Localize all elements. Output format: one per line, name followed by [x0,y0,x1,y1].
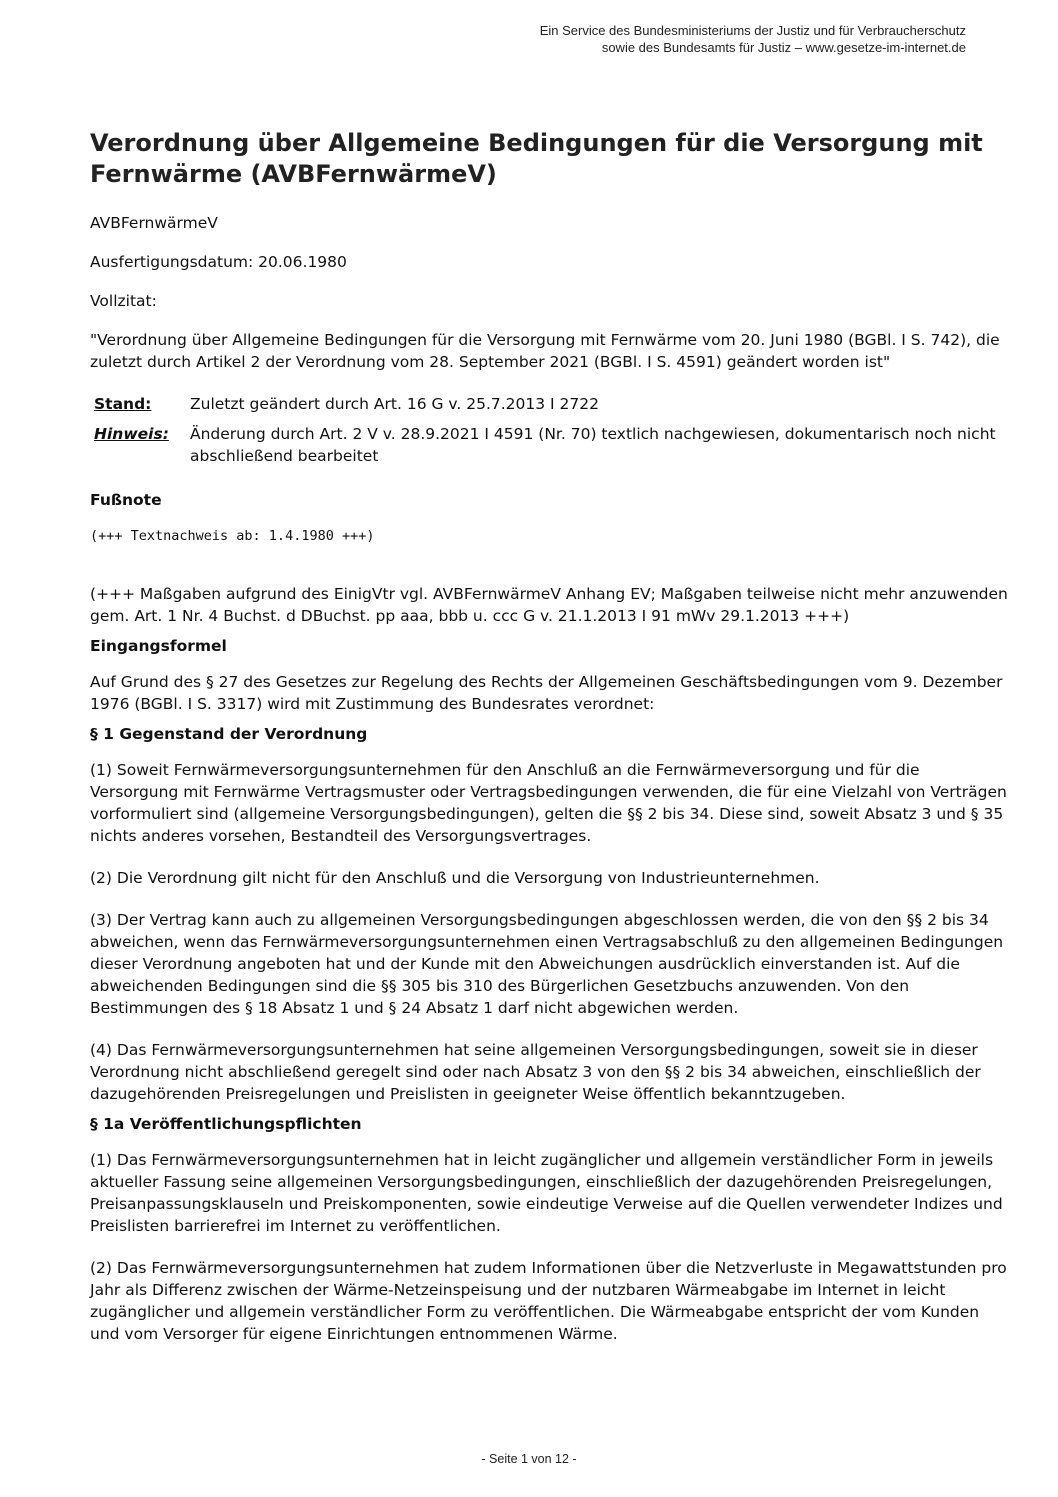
header-line-1: Ein Service des Bundesministeriums der Justiz und für Verbraucherschutz [539,23,966,38]
page-number: - Seite 1 von 12 - [481,1452,577,1466]
header-line-2: sowie des Bundesamts für Justiz – www.gesetze-im-internet.de [601,40,966,55]
eingangsformel-text: Auf Grund des § 27 des Gesetzes zur Regelung des Rechts der Allgemeinen Geschäftsbedingungen vom 9. Dezember 1976 (BGBl. I S. 3317) wird mit Zustimmung des Bundesrates verordnet: [90,673,1003,713]
section-1-paragraph-3: (3) Der Vertrag kann auch zu allgemeinen Versorgungsbedingungen abgeschlossen werden, die von den §§ 2 bis 34 abweichen, wenn das Fernwärmeversorgungsunternehmen einen Vertragsabschluß zu den allgemeinen Bedingungen dieser Verordnung angeboten hat und der Kunde mit den Abweichungen ausdrücklich einverstanden ist. Auf die abweichenden Bedingungen sind die §§ 305 bis 310 des Bürgerlichen Gesetzbuchs anzuwenden. Von den Bestimmungen des § 18 Absatz 1 und § 24 Absatz 1 darf nicht abgewichen werden. [90,911,1004,1017]
fussnote-heading: Fußnote [90,491,162,509]
document-body [90,128,1010,1365]
section-1a-paragraph-1: (1) Das Fernwärmeversorgungsunternehmen hat in leicht zugänglicher und allgemein verständlicher Form in jeweils aktueller Fassung seine allgemeinen Versorgungsbedingungen, einschließlich der dazugehörenden Preisregelungen, Preisanpassungsklauseln und Preiskomponenten, sowie eindeutige Verweise auf die Quellen verwendeter Indizes und Preislisten barrierefrei im Internet zu veröffentlichen. [90,1151,1003,1235]
stand-row [90,393,1010,415]
section-1-paragraph-4: (4) Das Fernwärmeversorgungsunternehmen hat seine allgemeinen Versorgungsbedingungen, soweit sie in dieser Verordnung nicht abschließend geregelt sind oder nach Absatz 3 von den §§ 2 bis 34 abweichen, einschließlich der dazugehörenden Preisregelungen und Preislisten in geeigneter Weise öffentlich bekanntzugeben. [90,1041,981,1103]
section-1a-heading: § 1a Veröffentlichungspflichten [90,1115,362,1133]
section-1a-paragraph-2: (2) Das Fernwärmeversorgungsunternehmen hat zudem Informationen über die Netzverluste in Megawattstunden pro Jahr als Differenz zwischen der Wärme-Netzeinspeisung und der nutzbaren Wärmeabgabe im Internet in leicht zugänglicher und allgemein verständlicher Form zu veröffentlichen. Die Wärmeabgabe entspricht der vom Kunden und vom Versorger für eigene Einrichtungen entnommenen Wärme. [90,1259,1007,1343]
section-1-heading: § 1 Gegenstand der Verordnung [90,725,368,743]
hinweis-text: Änderung durch Art. 2 V v. 28.9.2021 I 4591 (Nr. 70) textlich nachgewiesen, dokumentarisch noch nicht abschließend bearbeitet [190,425,996,465]
vollzitat-text: "Verordnung über Allgemeine Bedingungen für die Versorgung mit Fernwärme vom 20. Juni 1980 (BGBl. I S. 742), die zuletzt durch Artikel 2 der Verordnung vom 28. September 2021 (BGBl. I S. 4591) geändert worden ist" [90,331,1000,371]
document-title: Verordnung über Allgemeine Bedingungen für die Versorgung mit Fernwärme (AVBFernwärmeV) [90,129,983,188]
ausfertigungsdatum: Ausfertigungsdatum: 20.06.1980 [90,253,347,271]
section-1-paragraph-2: (2) Die Verordnung gilt nicht für den Anschluß und die Versorgung von Industrieunternehmen. [90,869,820,887]
vollzitat-label: Vollzitat: [90,292,157,310]
section-1-paragraph-1: (1) Soweit Fernwärmeversorgungsunternehmen für den Anschluß an die Fernwärmeversorgung und für die Versorgung mit Fernwärme Vertragsmuster oder Vertragsbedingungen verwenden, die für eine Vielzahl von Verträgen vorformuliert sind (allgemeine Versorgungsbedingungen), gelten die §§ 2 bis 34. Diese sind, soweit Absatz 3 und § 35 nichts anderes vorsehen, Bestandteil des Versorgungsvertrages. [90,761,1007,845]
page-header [540,22,966,56]
fussnote-textnachweis: (+++ Textnachweis ab: 1.4.1980 +++) [90,528,375,544]
hinweis-row [90,423,1010,467]
hinweis-label: Hinweis: [94,425,169,443]
stand-text: Zuletzt geändert durch Art. 16 G v. 25.7.2013 I 2722 [190,395,599,413]
eingangsformel-heading: Eingangsformel [90,637,227,655]
fussnote-text: (+++ Maßgaben aufgrund des EinigVtr vgl. AVBFernwärmeV Anhang EV; Maßgaben teilweise nicht mehr anzuwenden gem. Art. 1 Nr. 4 Buchst. d DBuchst. pp aaa, bbb u. ccc G v. 21.1.2013 I 91 mWv 29.1.2013 +++) [90,585,1008,625]
stand-label: Stand: [94,395,152,413]
abbreviation: AVBFernwärmeV [90,214,218,232]
